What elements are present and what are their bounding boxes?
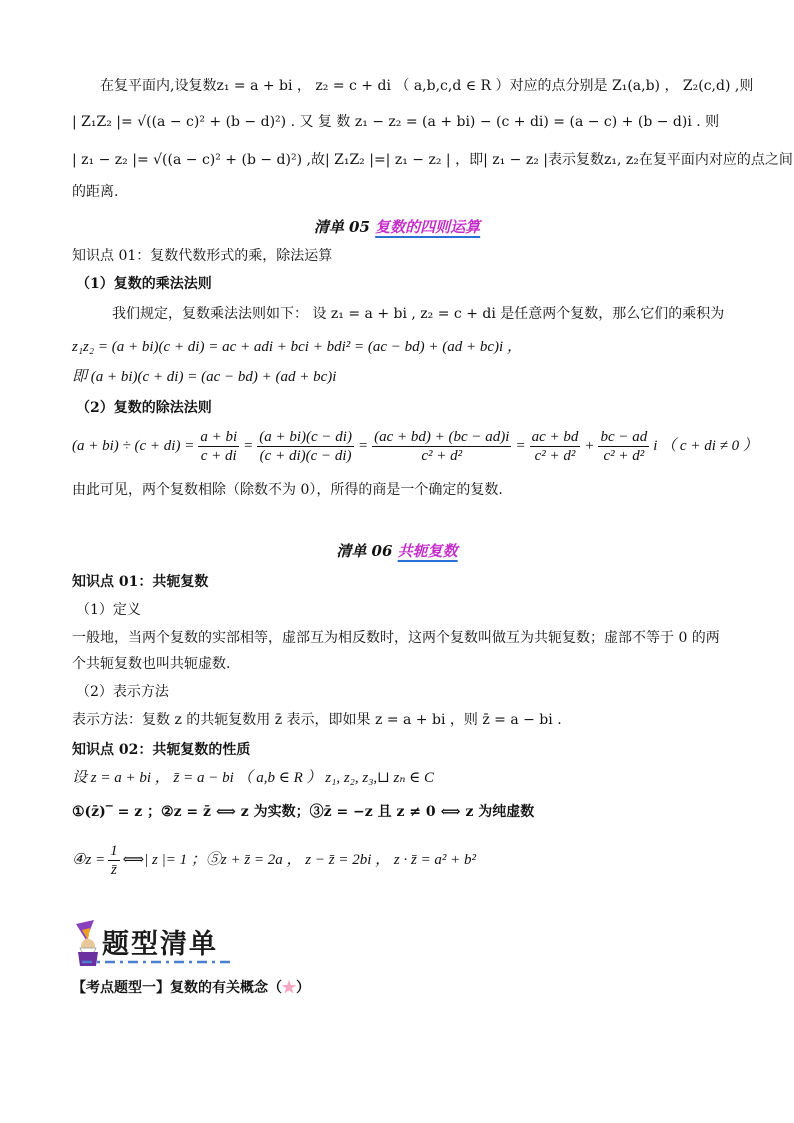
question-types-banner bbox=[72, 918, 242, 968]
section-06-title: 共轭复数 bbox=[397, 542, 458, 560]
props-line3: ④z = $\frac{1}{z̄}$ ⟺| z |= 1 ；⑤z + z̄ = 2a ， z − z̄ = 2bi ， z · z̄ = a² + b² bbox=[72, 842, 477, 878]
para1-line3: | z₁ − z₂ |= √((a − c)² + (b − d)²) ,故| Z₁Z₂ |=| z₁ − z₂ | ，即| z₁ − z₂ |表示复数z₁, z₂在复平面内对应的点之间 bbox=[72, 152, 793, 168]
div-formula: (a + bi) ÷ (c + di) = $\frac{a + bi}{c + di}$ = $\frac{(a + bi)(c - di)}{(c + di)(c - di)}$ = $\frac{(ac + bd) + (bc - ad)i}{\text{c² + d²}}$ = $\frac{ac + bd}{\text{c² + d²}}$ + $\frac{bc - ad}{\text{c² + d²}}$ i （ c + di ≠ 0 ） bbox=[72, 426, 758, 466]
kp-05-01: 知识点 01：复数代数形式的乘，除法运算 bbox=[72, 248, 333, 264]
topic-1-heading: 【考点题型一】复数的有关概念（★） bbox=[72, 980, 310, 996]
section-05-label: 清单 05 bbox=[313, 218, 370, 236]
kp-06-01: 知识点 01：共轭复数 bbox=[72, 574, 209, 590]
props-line1: 设 z = a + bi ， z̄ = a − bi （ a,b ∈ R ） z₁, z₂, z₃,⊔ zₙ ∈ C bbox=[72, 770, 435, 786]
props-line2: ①(z̄)‾ = z ；②z = z̄ ⟺ z 为实数；③z̄ = −z 且 z ≠ 0 ⟺ z 为纯虚数 bbox=[72, 804, 535, 820]
def-line2: 个共轭复数也叫共轭虚数. bbox=[72, 656, 231, 672]
def-line1: 一般地，当两个复数的实部相等，虚部互为相反数时，这两个复数叫做互为共轭复数；虚部不等于 0 的两 bbox=[72, 630, 720, 646]
star-icon: ★ bbox=[282, 980, 296, 996]
mult-line3: 即 (a + bi)(c + di) = (ac − bd) + (ad + bc)i bbox=[72, 369, 337, 385]
div-note: 由此可见，两个复数相除（除数不为 0），所得的商是一个确定的复数. bbox=[72, 482, 503, 498]
div-tail: i （ c + di ≠ 0 ） bbox=[653, 438, 758, 454]
kp-06-02: 知识点 02：共轭复数的性质 bbox=[72, 742, 251, 758]
div-heading: （2）复数的除法法则 bbox=[76, 400, 212, 416]
section-06-label: 清单 06 bbox=[336, 542, 393, 560]
banner-title: 题型清单 bbox=[102, 929, 218, 960]
mult-line1: 我们规定，复数乘法法则如下： 设 z₁ = a + bi , z₂ = c + di 是任意两个复数，那么它们的乘积为 bbox=[112, 306, 725, 322]
div-frac-2: $\frac{(a + bi)(c - di)}{(c + di)(c - di)}$ bbox=[259, 428, 352, 464]
para1-line1: 在复平面内,设复数z₁ = a + bi ， z₂ = c + di （ a,b,c,d ∈ R ）对应的点分别是 Z₁(a,b) ， Z₂(c,d) ,则 bbox=[100, 78, 754, 94]
para1-line2: | Z₁Z₂ |= √((a − c)² + (b − d)²) . 又 复 数 z₁ − z₂ = (a + bi) − (c + di) = (a − c) + (b − d)i . 则 bbox=[72, 114, 720, 130]
rep-heading: （2）表示方法 bbox=[76, 684, 169, 700]
section-05-title: 复数的四则运算 bbox=[375, 218, 481, 236]
section-05-heading bbox=[0, 216, 794, 237]
div-lhs: (a + bi) ÷ (c + di) = bbox=[72, 438, 195, 454]
mult-heading: （1）复数的乘法法则 bbox=[76, 276, 212, 292]
section-06-heading bbox=[0, 540, 794, 561]
props-frac: $\frac{1}{z̄}$ bbox=[110, 842, 118, 878]
rep-line: 表示方法：复数 z 的共轭复数用 z̄ 表示，即如果 z = a + bi ，则 z̄ = a − bi . bbox=[72, 712, 562, 728]
div-frac-4: $\frac{ac + bd}{\text{c² + d²}}$ bbox=[531, 428, 579, 464]
mult-line2: z₁z₂ = (a + bi)(c + di) = ac + adi + bci + bdi² = (ac − bd) + (ad + bc)i ， bbox=[72, 339, 522, 355]
def-heading: （1）定义 bbox=[76, 602, 141, 618]
div-frac-5: $\frac{bc - ad}{\text{c² + d²}}$ bbox=[600, 428, 648, 464]
para1-line4: 的距离. bbox=[72, 184, 119, 200]
div-frac-1: $\frac{a + bi}{c + di}$ bbox=[200, 428, 238, 464]
div-frac-3: $\frac{(ac + bd) + (bc - ad)i}{\text{c² + d²}}$ bbox=[374, 428, 510, 464]
